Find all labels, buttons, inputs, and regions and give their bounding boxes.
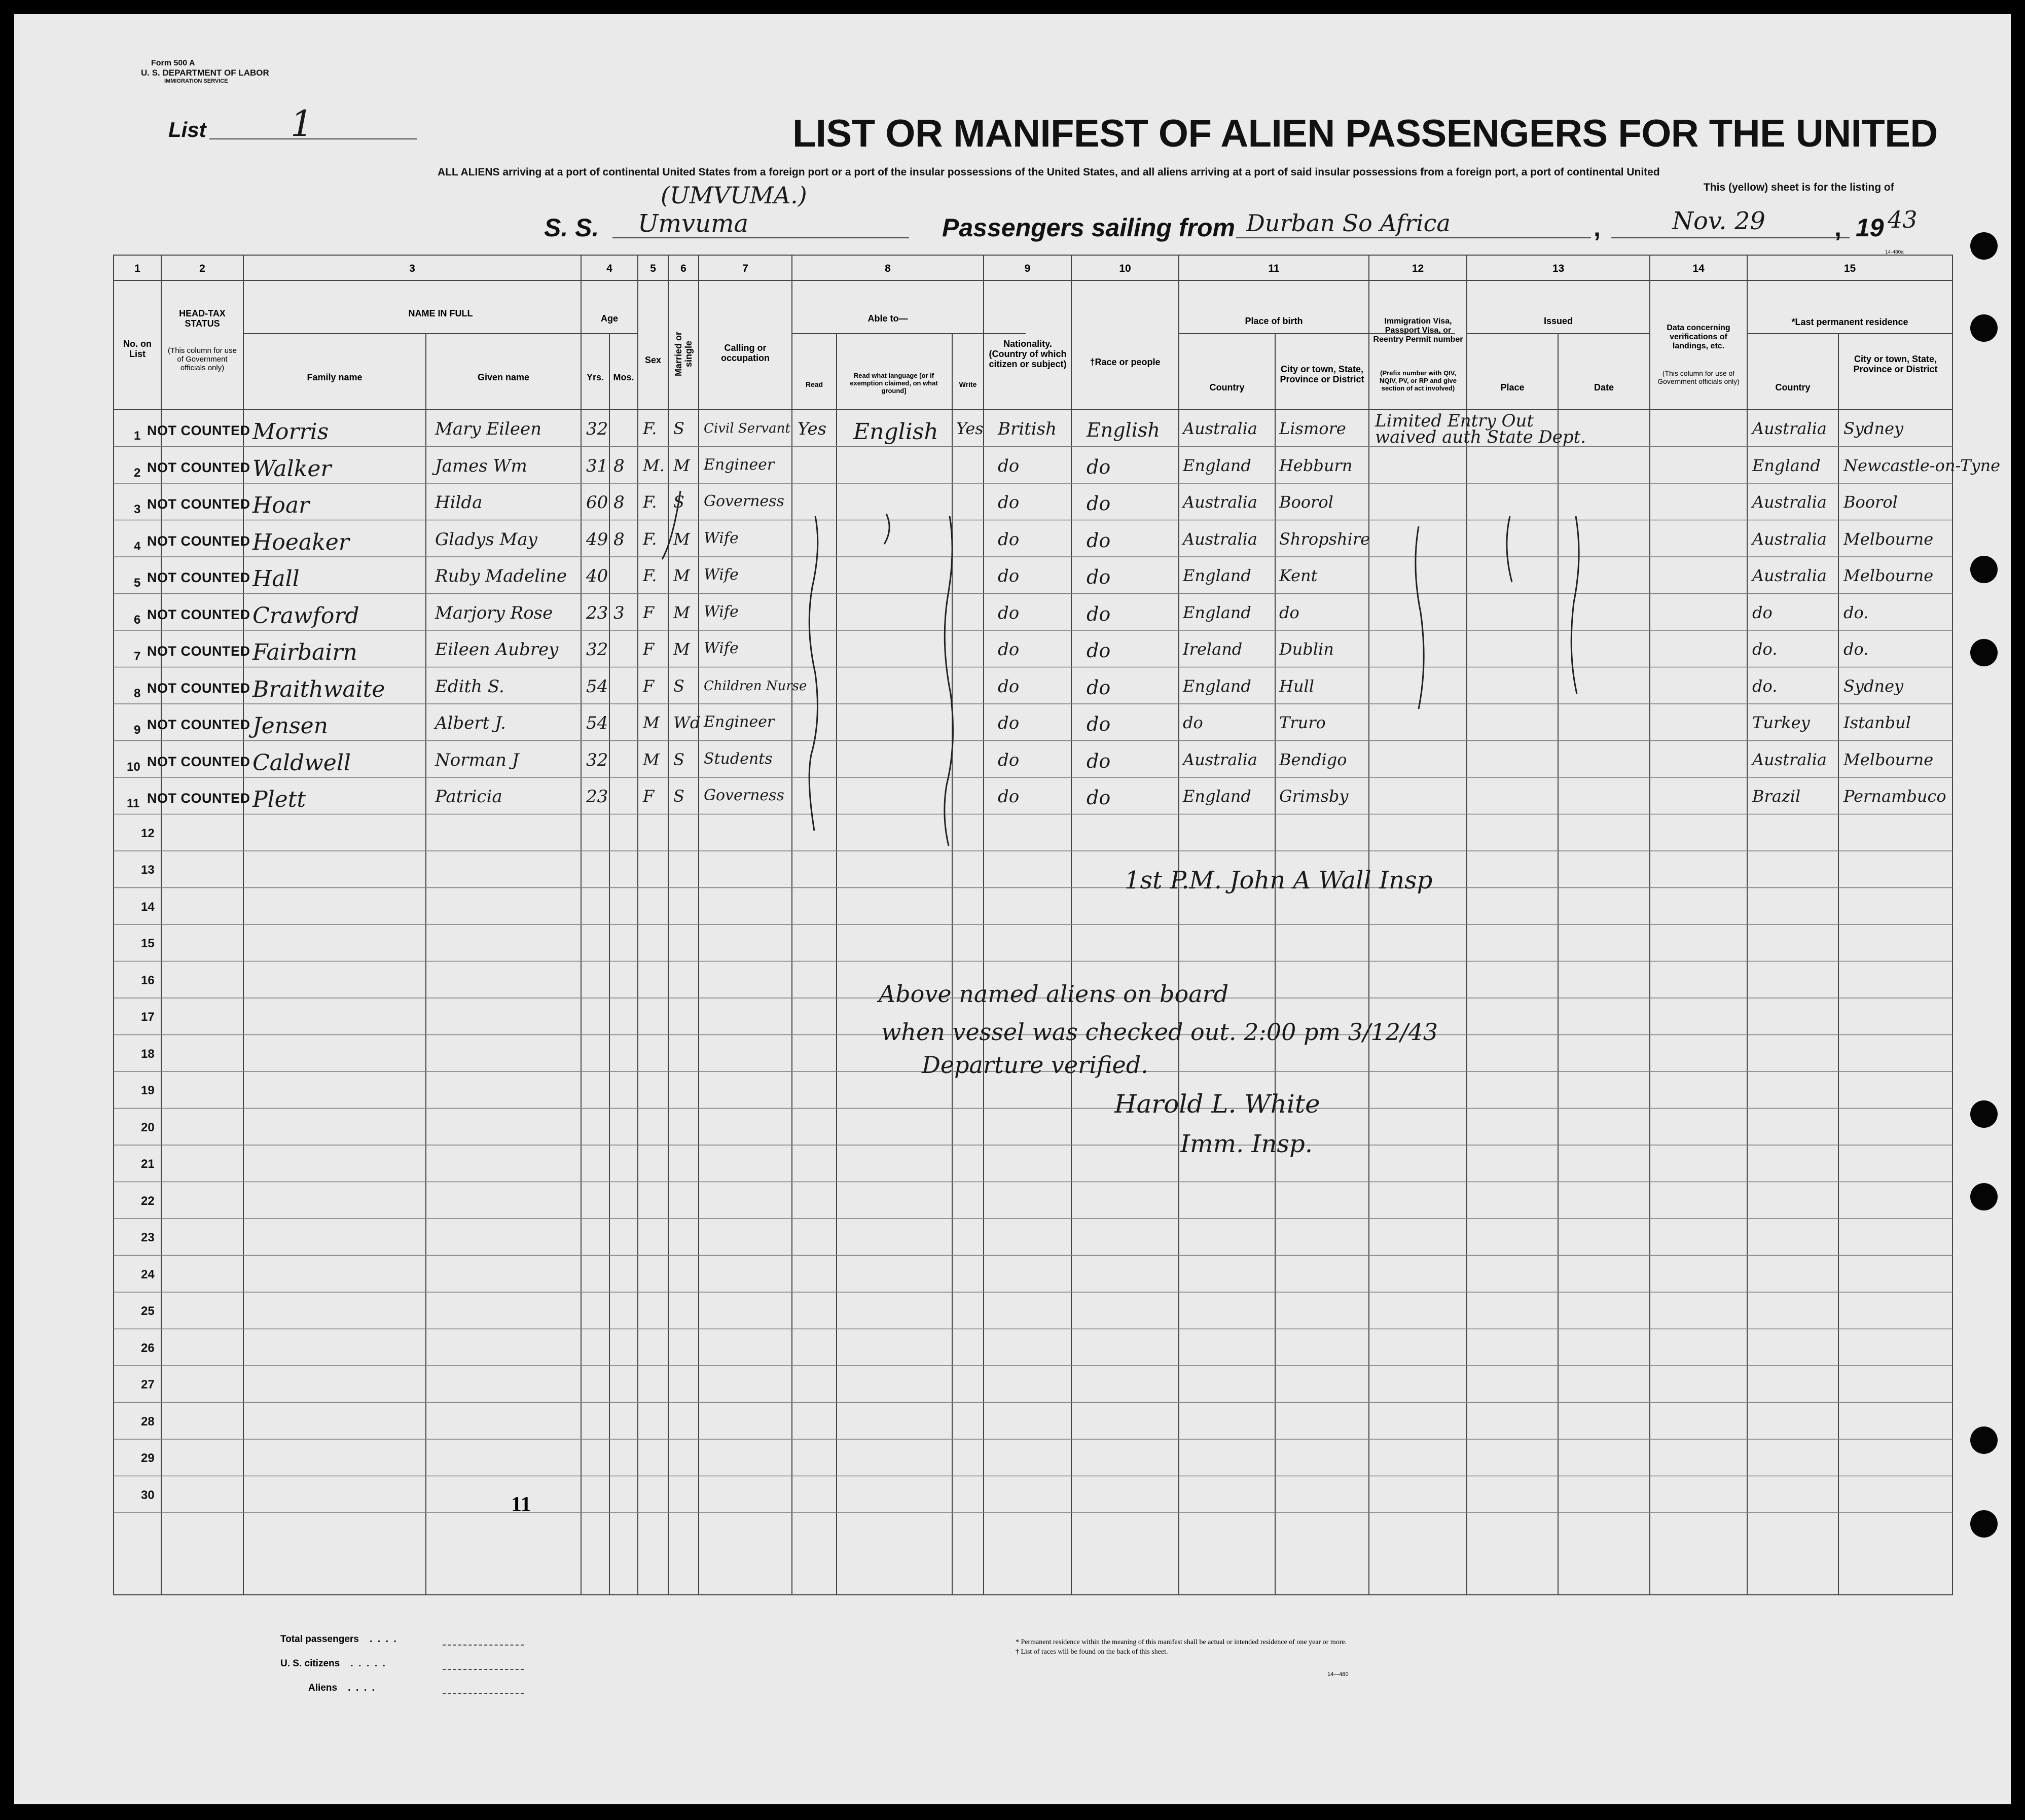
note-line-3: Departure verified.	[922, 1051, 1148, 1079]
marital-status: S	[673, 492, 684, 512]
nationality: do	[998, 566, 1020, 586]
row-number: 21	[141, 1157, 155, 1171]
family-name: Walker	[252, 455, 332, 482]
race: do	[1087, 566, 1111, 588]
footer-total-line	[443, 1645, 524, 1646]
row-number: 8	[134, 686, 141, 700]
age-months: 8	[613, 492, 625, 513]
not-counted-stamp: NOT COUNTED	[147, 717, 250, 732]
not-counted-stamp: NOT COUNTED	[147, 533, 250, 549]
given-name: Gladys May	[435, 529, 537, 550]
visa-authority: waived auth State Dept.	[1375, 427, 1586, 447]
sex: F	[643, 676, 655, 696]
sex: F	[643, 602, 655, 622]
subtitle-line1: ALL ALIENS arriving at a port of continental United States from a foreign port or a port of the insular possessions of the United States, and all aliens arriving at a port of said insular possessions from a foreign port, a port of continental United	[438, 166, 1660, 178]
row-number: 15	[141, 937, 155, 950]
residence-city: Sydney	[1843, 419, 1904, 438]
race: do	[1087, 639, 1111, 662]
header-place-of-birth: Place of birth	[1245, 316, 1303, 326]
service: IMMIGRATION SERVICE	[164, 78, 228, 84]
occupation: Wife	[704, 602, 739, 621]
colnum-5: 5	[650, 263, 656, 274]
not-counted-stamp: NOT COUNTED	[147, 754, 250, 769]
signature: Harold L. White	[1114, 1089, 1320, 1119]
birth-country: Australia	[1183, 419, 1257, 438]
family-name: Plett	[252, 787, 306, 812]
sex: F.	[643, 492, 657, 512]
write: Yes	[956, 419, 984, 438]
comma-1: ,	[1594, 213, 1601, 242]
race: do	[1087, 529, 1111, 552]
header-write: Write	[959, 380, 977, 388]
read: Yes	[798, 419, 827, 439]
row-number: 25	[141, 1304, 155, 1318]
family-name: Hall	[252, 566, 300, 592]
header-no-on-list: No. on List	[123, 339, 152, 359]
not-counted-stamp: NOT COUNTED	[147, 644, 250, 659]
row-number: 22	[141, 1194, 155, 1208]
subtitle-line2: This (yellow) sheet is for the listing of	[1704, 182, 1894, 193]
binder-hole	[1970, 1100, 1998, 1128]
occupation: Wife	[704, 566, 739, 584]
residence-city: Melbourne	[1843, 566, 1934, 585]
binder-hole	[1970, 1426, 1998, 1454]
comma-2: ,	[1834, 213, 1841, 242]
given-name: James Wm	[435, 455, 527, 476]
age-months: 8	[613, 529, 625, 550]
residence-city: Istanbul	[1843, 713, 1911, 732]
given-name: Hilda	[435, 492, 483, 513]
header-given-name: Given name	[477, 372, 530, 382]
age-months: 3	[613, 602, 625, 623]
footer-total-label: Total passengers . . . .	[280, 1634, 396, 1645]
residence-city: do.	[1843, 602, 1869, 622]
given-name: Norman J	[435, 750, 519, 770]
header-date: Date	[1594, 382, 1614, 392]
residence-country: Australia	[1752, 419, 1827, 438]
header-mos: Mos.	[613, 372, 634, 382]
note-line-1: Above named aliens on board	[879, 980, 1229, 1008]
birth-country: do	[1183, 713, 1203, 732]
occupation: Children Nurse	[704, 678, 807, 694]
header-data-concerning: Data concerning verifications of landings, etc.	[1667, 324, 1730, 350]
race: English	[1087, 419, 1160, 441]
not-counted-stamp: NOT COUNTED	[147, 570, 250, 585]
occupation: Wife	[704, 639, 739, 657]
header-age: Age	[600, 313, 618, 324]
row-number: 6	[134, 613, 141, 627]
birth-city: Lismore	[1279, 419, 1346, 438]
marital-status: Wd	[673, 713, 701, 732]
not-counted-stamp: NOT COUNTED	[147, 423, 250, 438]
row-number: 30	[141, 1488, 155, 1502]
nationality: do	[998, 492, 1020, 513]
age-years: 32	[586, 750, 608, 770]
row-number: 13	[141, 863, 155, 877]
page-title: LIST OR MANIFEST OF ALIEN PASSENGERS FOR THE UNITED	[792, 112, 1938, 155]
footer-citizens-line	[443, 1669, 524, 1670]
header-visa-note: (Prefix number with QIV, NQIV, PV, or RP and give section of act involved)	[1380, 369, 1457, 392]
nationality: do	[998, 455, 1020, 476]
header-last-residence: *Last permanent residence	[1791, 317, 1908, 327]
birth-country: Australia	[1183, 750, 1257, 769]
residence-country: Australia	[1752, 529, 1827, 549]
birth-city: Hull	[1279, 676, 1314, 696]
residence-city: Melbourne	[1843, 529, 1934, 549]
race: do	[1087, 492, 1111, 515]
colnum-3: 3	[409, 263, 415, 274]
form-number: Form 500 A	[151, 59, 195, 67]
birth-city: Boorol	[1279, 492, 1333, 512]
birth-city: Truro	[1279, 713, 1326, 732]
marital-status: M	[673, 455, 690, 475]
age-years: 60	[586, 492, 608, 513]
row-number: 11	[127, 797, 140, 810]
nationality: do	[998, 750, 1020, 770]
footer-note-1: * Permanent residence within the meaning of this manifest shall be actual or intended residence of one year or more.	[1016, 1638, 1347, 1646]
row-number: 19	[141, 1084, 155, 1097]
sex: M	[643, 713, 660, 732]
row-number: 7	[134, 650, 141, 663]
marital-status: M	[673, 602, 690, 622]
age-years: 32	[586, 639, 608, 660]
colnum-10: 10	[1119, 263, 1131, 274]
colnum-13: 13	[1552, 263, 1565, 274]
footer-aliens-line	[443, 1693, 524, 1694]
birth-country: England	[1183, 787, 1251, 806]
row-number: 26	[141, 1341, 155, 1355]
occupation: Wife	[704, 529, 739, 547]
header-family-name: Family name	[307, 372, 363, 382]
visa-number: Limited Entry Out	[1375, 411, 1534, 431]
header-yrs: Yrs.	[586, 372, 604, 382]
age-years: 54	[586, 713, 608, 733]
given-name: Patricia	[435, 787, 502, 807]
colnum-14: 14	[1692, 263, 1705, 274]
row-number: 28	[141, 1414, 155, 1429]
birth-city: Hebburn	[1279, 455, 1353, 475]
given-name: Albert J.	[435, 713, 506, 733]
row-number: 20	[141, 1120, 155, 1134]
birth-country: Australia	[1183, 492, 1257, 512]
race: do	[1087, 455, 1111, 478]
row-number: 23	[141, 1231, 155, 1244]
marital-status: M	[673, 639, 690, 659]
marital-status: S	[673, 419, 684, 438]
year-prefix: 19	[1856, 213, 1884, 242]
colnum-1: 1	[134, 263, 140, 274]
list-value: 1	[291, 103, 313, 145]
row-number: 9	[134, 723, 141, 737]
residence-country: England	[1752, 455, 1821, 475]
sex: F	[643, 787, 655, 806]
birth-country: England	[1183, 455, 1251, 475]
residence-country: do	[1752, 602, 1773, 622]
colnum-8: 8	[885, 263, 891, 274]
header-head-tax: HEAD-TAX STATUS	[179, 308, 226, 329]
age-years: 32	[586, 419, 608, 439]
binder-hole	[1970, 556, 1998, 583]
header-data-note: (This column for use of Government officials only)	[1657, 369, 1740, 385]
footer-note-2: † List of races will be found on the back of this sheet.	[1016, 1648, 1168, 1656]
birth-country: England	[1183, 602, 1251, 622]
age-years: 31	[586, 455, 608, 476]
colnum-2: 2	[199, 263, 205, 274]
row-number: 3	[134, 503, 141, 516]
age-years: 23	[586, 602, 608, 623]
manifest-grid	[14, 14, 2011, 1804]
family-name: Morris	[252, 419, 329, 445]
row-number: 24	[141, 1267, 155, 1281]
sex: M	[643, 750, 660, 769]
given-name: Mary Eileen	[435, 419, 542, 439]
birth-city: do	[1279, 602, 1299, 622]
header-birth-city: City or town, State, Province or District	[1280, 364, 1364, 384]
colnum-6: 6	[680, 263, 686, 274]
ss-value: Umvuma	[638, 209, 749, 238]
residence-country: Australia	[1752, 492, 1827, 512]
not-counted-stamp: NOT COUNTED	[147, 606, 250, 622]
race: do	[1087, 750, 1111, 772]
birth-city: Kent	[1279, 566, 1318, 585]
colnum-11: 11	[1268, 263, 1280, 274]
colnum-12: 12	[1412, 263, 1424, 274]
family-name: Hoar	[252, 492, 310, 518]
header-place: Place	[1500, 382, 1525, 392]
not-counted-stamp: NOT COUNTED	[147, 459, 250, 475]
residence-country: Australia	[1752, 566, 1827, 585]
race: do	[1087, 602, 1111, 625]
count-mark: 11	[511, 1493, 531, 1516]
sex: M.	[643, 455, 665, 475]
row-number: 27	[141, 1378, 155, 1391]
birth-city: Dublin	[1279, 639, 1334, 659]
sailing-from: Durban So Africa	[1246, 209, 1451, 237]
colnum-9: 9	[1024, 263, 1031, 274]
residence-city: Melbourne	[1843, 750, 1934, 769]
note-line-2: when vessel was checked out. 2:00 pm 3/12/43	[881, 1018, 1438, 1046]
read-language: English	[853, 419, 938, 445]
birth-city: Bendigo	[1279, 750, 1347, 769]
residence-city: Pernambuco	[1843, 787, 1946, 806]
sailing-label: Passengers sailing from	[942, 213, 1236, 242]
occupation: Students	[704, 750, 773, 768]
header-res-city: City or town, State, Province or District	[1853, 354, 1938, 374]
manifest-sheet	[14, 14, 2011, 1804]
birth-country: Australia	[1183, 529, 1257, 549]
marital-status: M	[673, 566, 690, 585]
footer-code: 14—480	[1327, 1671, 1349, 1678]
marital-status: S	[673, 676, 684, 696]
marital-status: M	[673, 529, 690, 549]
race: do	[1087, 713, 1111, 735]
given-name: Eileen Aubrey	[435, 639, 559, 660]
sex: F.	[643, 529, 657, 549]
not-counted-stamp: NOT COUNTED	[147, 791, 250, 806]
nationality: do	[998, 676, 1020, 697]
year-suffix: 43	[1888, 206, 1918, 233]
inspector-line: 1st P.M. John A Wall Insp	[1125, 866, 1433, 895]
nationality: do	[998, 529, 1020, 550]
header-sex: Sex	[644, 355, 662, 365]
ss-label: S. S.	[544, 213, 599, 242]
row-number: 14	[141, 900, 155, 914]
age-years: 54	[586, 676, 608, 697]
row-number: 12	[141, 826, 155, 840]
colnum-4: 4	[606, 263, 612, 274]
header-visa: Immigration Visa, Passport Visa, or Reentry Permit number	[1373, 317, 1463, 344]
nationality: do	[998, 713, 1020, 733]
residence-city: Boorol	[1843, 492, 1898, 512]
header-calling: Calling or occupation	[720, 343, 770, 363]
header-res-country: Country	[1775, 382, 1811, 392]
binder-hole	[1970, 1183, 1998, 1210]
residence-country: Brazil	[1752, 787, 1801, 806]
row-number: 5	[134, 576, 141, 590]
footer-aliens-label: Aliens . . . .	[308, 1683, 375, 1693]
list-label: List	[168, 118, 206, 141]
row-number: 29	[141, 1451, 155, 1465]
residence-city: Sydney	[1843, 676, 1904, 696]
binder-hole	[1970, 1510, 1998, 1538]
residence-city: Newcastle-on-Tyne	[1843, 455, 2001, 475]
row-number: 1	[134, 429, 141, 443]
family-name: Caldwell	[252, 750, 351, 776]
residence-country: Australia	[1752, 750, 1827, 769]
colnum-15: 15	[1843, 263, 1856, 274]
header-issued: Issued	[1543, 316, 1573, 326]
nationality: do	[998, 639, 1020, 660]
header-head-tax-note: (This column for use of Government officials only)	[168, 346, 237, 372]
occupation: Governess	[704, 787, 784, 804]
header-race: †Race or people	[1090, 357, 1161, 367]
binder-hole	[1970, 232, 1998, 260]
sex: F.	[643, 419, 657, 438]
residence-country: do.	[1752, 639, 1778, 659]
ss-annotation: (UMVUMA.)	[661, 182, 807, 209]
occupation: Civil Servant	[704, 421, 790, 436]
residence-country: Turkey	[1752, 713, 1810, 732]
race: do	[1087, 676, 1111, 699]
header-read-language: Read what language [or if exemption claimed, on what ground]	[850, 372, 938, 395]
header-birth-country: Country	[1209, 382, 1245, 392]
occupation: Governess	[704, 492, 784, 510]
birth-city: Grimsby	[1279, 787, 1349, 806]
birth-city: Shropshire	[1279, 529, 1370, 549]
nationality: do	[998, 787, 1020, 807]
nationality: British	[998, 419, 1057, 439]
sex: F.	[643, 566, 657, 585]
age-years: 49	[586, 529, 608, 550]
corner-code: 14-480a	[1885, 249, 1904, 255]
header-able-to: Able to—	[867, 313, 908, 324]
row-number: 10	[127, 760, 140, 774]
colnum-7: 7	[742, 263, 748, 274]
birth-country: England	[1183, 676, 1251, 696]
marital-status: S	[673, 750, 684, 769]
header-name-in-full: NAME IN FULL	[408, 308, 473, 318]
row-number: 17	[141, 1010, 155, 1024]
marital-status: S	[673, 787, 684, 806]
age-years: 40	[586, 566, 608, 586]
footer-citizens-label: U. S. citizens . . . . .	[280, 1658, 385, 1669]
given-name: Ruby Madeline	[435, 566, 567, 586]
birth-country: Ireland	[1183, 639, 1243, 659]
family-name: Braithwaite	[252, 676, 385, 702]
header-read: Read	[805, 380, 823, 388]
family-name: Crawford	[252, 602, 359, 629]
binder-hole	[1970, 639, 1998, 666]
occupation: Engineer	[704, 455, 775, 474]
row-number: 16	[141, 973, 155, 987]
department: U. S. DEPARTMENT OF LABOR	[141, 68, 269, 78]
nationality: do	[998, 602, 1020, 623]
occupation: Engineer	[704, 713, 775, 731]
binder-hole	[1970, 314, 1998, 342]
sailing-date: Nov. 29	[1672, 207, 1765, 235]
residence-city: do.	[1843, 639, 1869, 659]
not-counted-stamp: NOT COUNTED	[147, 496, 250, 512]
not-counted-stamp: NOT COUNTED	[147, 680, 250, 696]
race: do	[1087, 787, 1111, 809]
family-name: Hoeaker	[252, 529, 349, 555]
family-name: Fairbairn	[252, 639, 357, 665]
family-name: Jensen	[252, 713, 328, 739]
header-nationality: Nationality. (Country of which citizen or subject)	[989, 339, 1067, 369]
row-number: 18	[141, 1047, 155, 1061]
header-married: Married or single	[673, 331, 694, 377]
residence-country: do.	[1752, 676, 1778, 696]
given-name: Edith S.	[435, 676, 504, 697]
given-name: Marjory Rose	[435, 602, 553, 623]
age-years: 23	[586, 787, 608, 807]
signature-title: Imm. Insp.	[1180, 1130, 1313, 1158]
row-number: 2	[134, 466, 141, 480]
age-months: 8	[613, 455, 625, 476]
sex: F	[643, 639, 655, 659]
birth-country: England	[1183, 566, 1251, 585]
row-number: 4	[134, 539, 141, 553]
